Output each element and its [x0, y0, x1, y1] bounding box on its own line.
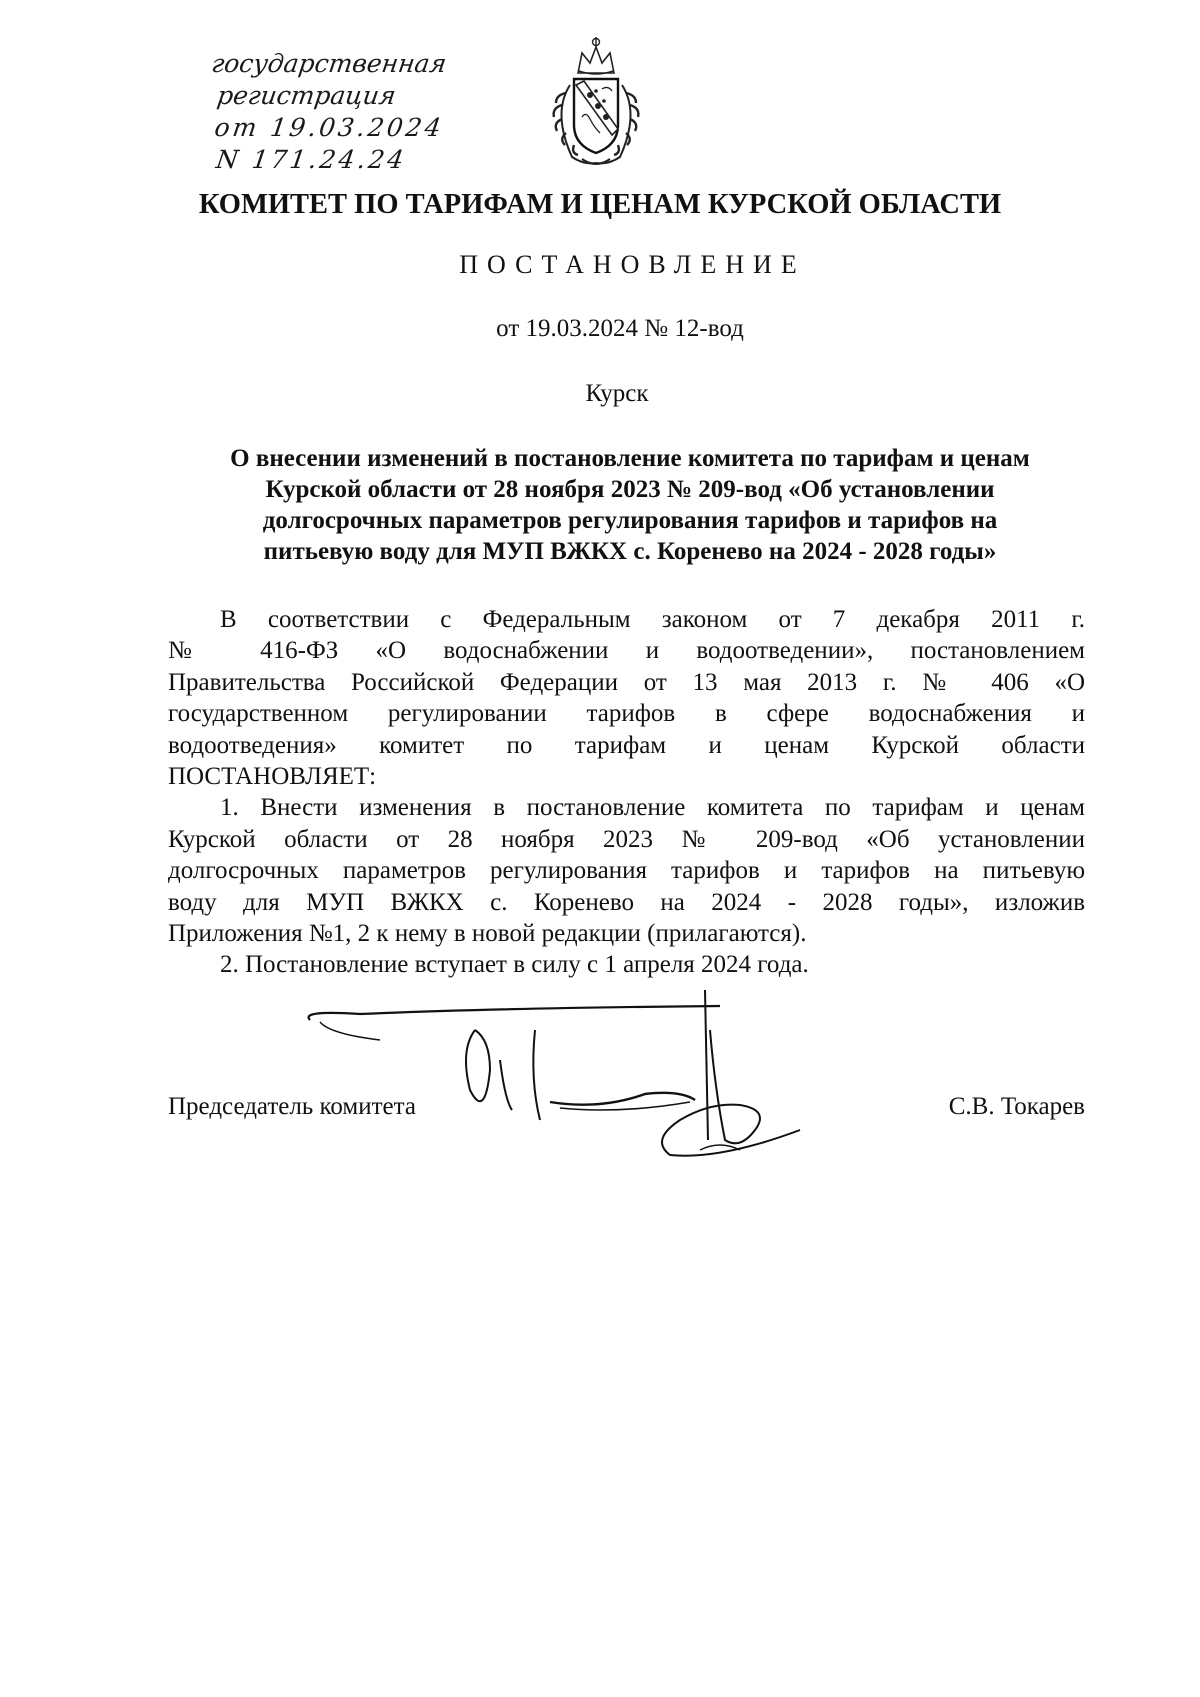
subject-line: долгосрочных параметров регулирования тарифов и тарифов на	[262, 507, 998, 534]
item1-line: Приложения №1, 2 к нему в новой редакции (прилагаются).	[168, 920, 807, 948]
registration-note-line: регистрация	[215, 81, 398, 110]
document-city: Курск	[585, 380, 649, 407]
item2-line: 2. Постановление вступает в силу с 1 апреля 2024 года.	[220, 951, 809, 979]
committee-title: КОМИТЕТ ПО ТАРИФАМ И ЦЕНАМ КУРСКОЙ ОБЛАСТИ	[198, 189, 1002, 220]
preamble-line: Правительства Российской Федерации от 13 мая 2013 г. № 406 «О	[168, 668, 1085, 696]
document-type: ПОСТАНОВЛЕНИЕ	[459, 250, 806, 279]
kursk-coat-of-arms-icon	[538, 33, 654, 169]
preamble-line: водоотведения» комитет по тарифам и ценам Курской области	[168, 731, 1085, 759]
preamble-line: № 416-ФЗ «О водоснабжении и водоотведении», постановлением	[168, 637, 1085, 665]
signatory-name: С.В. Токарев	[948, 1093, 1085, 1120]
preamble-line: ПОСТАНОВЛЯЕТ:	[168, 763, 377, 791]
registration-note-line: от 19.03.2024	[212, 113, 446, 142]
subject-line: О внесении изменений в постановление комитета по тарифам и ценам	[230, 445, 1030, 472]
document-subject	[160, 443, 1100, 567]
registration-note-line: N 171.24.24	[214, 145, 409, 174]
registration-note	[196, 48, 504, 176]
registration-note-line: государственная	[209, 49, 449, 78]
item1-line: воду для МУП ВЖКХ с. Коренево на 2024 - 2028 годы», изложив	[168, 888, 1085, 916]
preamble-line: В соответствии с Федеральным законом от 7 декабря 2011 г.	[220, 606, 1085, 633]
preamble-line: государственном регулировании тарифов в сфере водоснабжения и	[168, 700, 1085, 728]
document-date-number: от 19.03.2024 № 12-вод	[496, 315, 744, 342]
document-body	[168, 604, 1085, 981]
handwritten-signature-icon	[300, 990, 860, 1180]
subject-line: Курской области от 28 ноября 2023 № 209-вод «Об установлении	[265, 476, 995, 503]
item1-line: долгосрочных параметров регулирования тарифов и тарифов на питьевую	[168, 857, 1085, 885]
item1-line: Курской области от 28 ноября 2023 № 209-вод «Об установлении	[168, 825, 1085, 853]
subject-line: питьевую воду для МУП ВЖКХ с. Коренево на 2024 - 2028 годы»	[263, 538, 997, 565]
item1-line: 1. Внести изменения в постановление комитета по тарифам и ценам	[220, 794, 1085, 822]
signature-position: Председатель комитета	[168, 1093, 416, 1120]
